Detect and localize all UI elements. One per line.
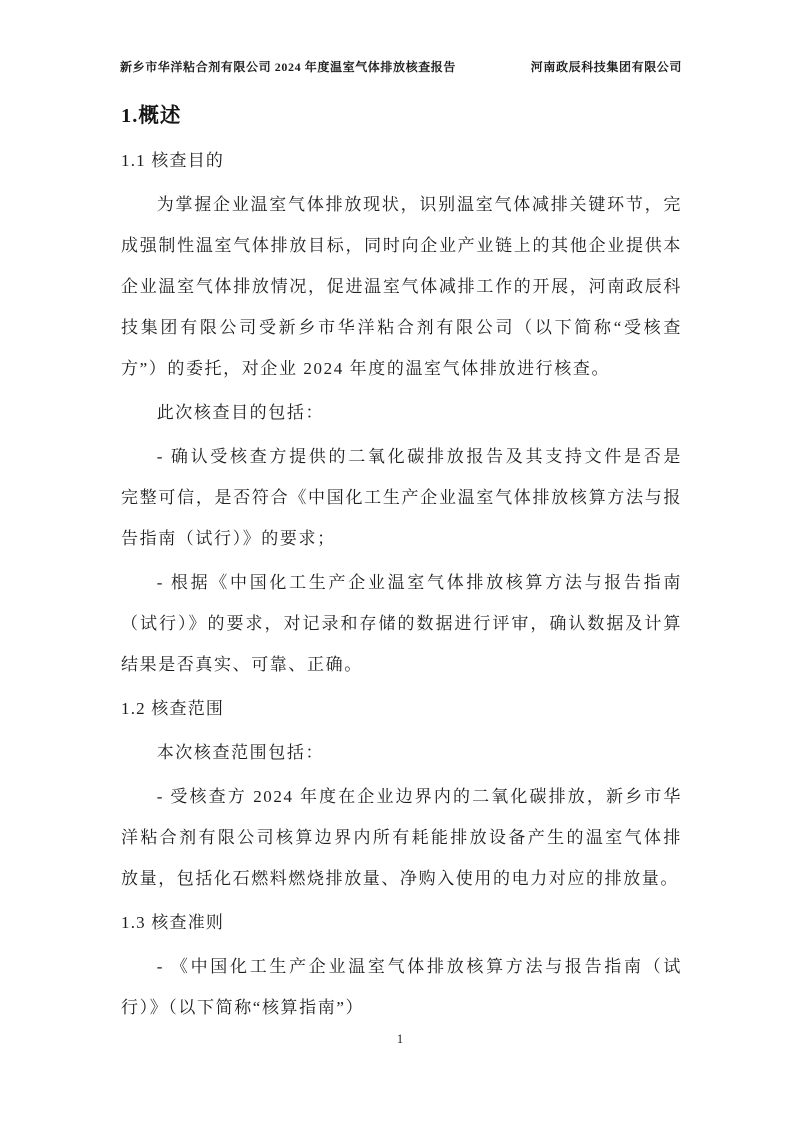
text-line: 本次核查范围包括： <box>156 743 325 762</box>
document-body <box>121 96 682 1028</box>
text-line: 此次核查目的包括： <box>156 403 325 422</box>
text-line: 放量，包括化石燃料燃烧排放量、净购入使用的电力对应的排放量。 <box>121 869 679 888</box>
header-report-title: 新乡市华洋粘合剂有限公司 2024 年度温室气体排放核查报告 <box>120 60 457 74</box>
text-line: 企业温室气体排放情况，促进温室气体减排工作的开展，河南政辰科 <box>121 277 682 296</box>
text-line: - 受核查方 2024 年度在企业边界内的二氧化碳排放，新乡市华 <box>156 787 682 806</box>
text-line: 完整可信，是否符合《中国化工生产企业温室气体排放核算方法与报 <box>121 488 682 507</box>
text-line: 为掌握企业温室气体排放现状，识别温室气体减排关键环节，完 <box>156 195 682 214</box>
text-line: - 根据《中国化工生产企业温室气体排放核算方法与报告指南 <box>156 573 682 592</box>
subsection-heading-1-2: 1.2 核查范围 <box>121 699 225 718</box>
text-line: （试行）》的要求，对记录和存储的数据进行评审，确认数据及计算 <box>121 614 682 633</box>
text-line: 告指南（试行）》的要求； <box>121 529 336 548</box>
page-footer <box>0 1032 800 1047</box>
text-line: 行）》（以下简称“核算指南”） <box>121 998 365 1017</box>
page-header <box>120 58 682 75</box>
text-line: - 《中国化工生产企业温室气体排放核算方法与报告指南（试 <box>156 957 682 976</box>
text-line: 成强制性温室气体排放目标，同时向企业产业链上的其他企业提供本 <box>121 236 682 255</box>
paragraph-criteria-item-1 <box>121 946 682 1028</box>
page-number: 1 <box>396 1032 404 1046</box>
subsection-heading-1-3: 1.3 核查准则 <box>121 913 225 932</box>
header-verifier-name: 河南政辰科技集团有限公司 <box>530 60 682 74</box>
paragraph-verification-purpose <box>121 184 682 389</box>
text-line: 洋粘合剂有限公司核算边界内所有耗能排放设备产生的温室气体排 <box>121 828 682 847</box>
text-line: 方”）的委托，对企业 2024 年度的温室气体排放进行核查。 <box>121 359 611 378</box>
paragraph-scope-intro <box>121 732 682 773</box>
paragraph-scope-item-1 <box>121 776 682 899</box>
paragraph-purpose-item-2 <box>121 562 682 685</box>
paragraph-purpose-intro <box>121 392 682 433</box>
subsection-heading-1-1: 1.1 核查目的 <box>121 151 225 170</box>
text-line: - 确认受核查方提供的二氧化碳排放报告及其支持文件是否是 <box>156 447 682 466</box>
paragraph-purpose-item-1 <box>121 436 682 559</box>
section-heading-overview: 1.概述 <box>121 105 182 127</box>
text-line: 技集团有限公司受新乡市华洋粘合剂有限公司（以下简称“受核查 <box>121 318 682 337</box>
text-line: 结果是否真实、可靠、正确。 <box>121 655 363 674</box>
